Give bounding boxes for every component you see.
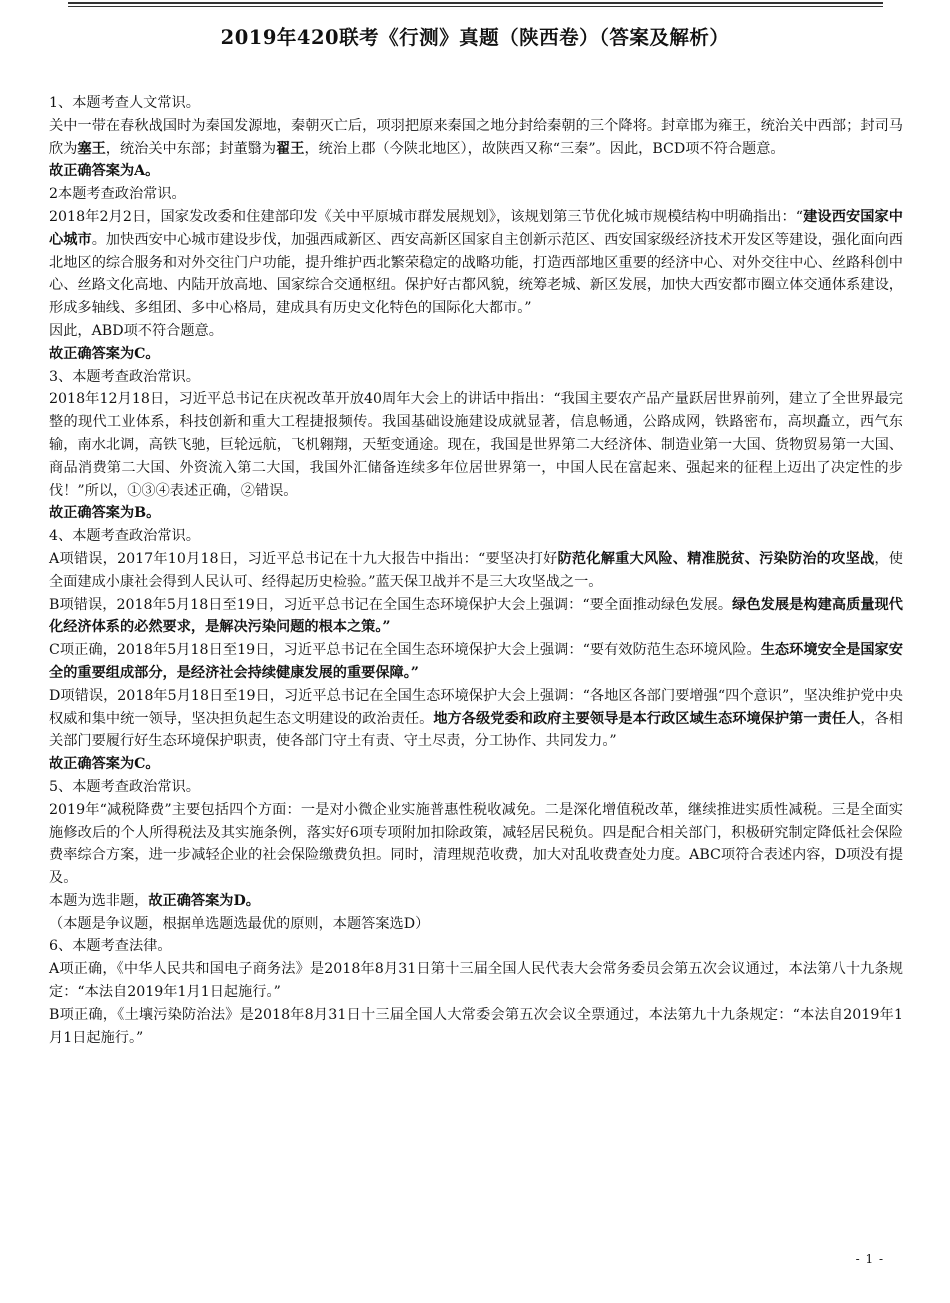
- question-4-option-c: C项正确，2018年5月18日至19日，习近平总书记在全国生态环境保护大会上强调：“要有效防范生态环境风险。生态环境安全是国家安全的重要组成部分，是经济社会持续健康发展的重要保障。”: [49, 642, 903, 681]
- question-2-answer: 故正确答案为C。: [49, 345, 160, 362]
- document-body: [49, 92, 903, 1049]
- question-4-option-d: D项错误，2018年5月18日至19日，习近平总书记在全国生态环境保护大会上强调：“各地区各部门要增强“四个意识”，坚决维护党中央权威和集中统一领导，坚决担负起生态文明建设的政治责任。地方各级党委和政府主要领导是本行政区域生态环境保护第一责任人，各相关部门要履行好生态环境保护职责，使各部门守土有责、守土尽责，分工协作、共同发力。”: [49, 687, 903, 750]
- question-5-answer: 本题为选非题，故正确答案为D。: [49, 892, 260, 909]
- question-1-explanation: 关中一带在春秋战国时为秦国发源地，秦朝灭亡后，项羽把原来秦国之地分封给秦朝的三个降将。封章邯为雍王，统治关中西部；封司马欣为塞王，统治关中东部；封董翳为翟王，统治上郡（今陕北地区），故陕西又称“三秦”。因此，BCD项不符合题意。: [49, 117, 903, 157]
- question-4-option-b: B项错误，2018年5月18日至19日，习近平总书记在全国生态环境保护大会上强调：“要全面推动绿色发展。绿色发展是构建高质量现代化经济体系的必然要求，是解决污染问题的根本之策。”: [49, 596, 903, 636]
- question-1-answer: 故正确答案为A。: [49, 163, 160, 180]
- question-6-heading: 6、本题考查法律。: [49, 938, 172, 955]
- question-2-heading: 2本题考查政治常识。: [49, 186, 186, 203]
- question-3-explanation: 2018年12月18日，习近平总书记在庆祝改革开放40周年大会上的讲话中指出：“我国主要农产品产量跃居世界前列，建立了全世界最完整的现代工业体系，科技创新和重大工程捷报频传。我国基础设施建设成就显著，信息畅通，公路成网，铁路密布，高坝矗立，西气东输，南水北调，高铁飞驰，巨轮远航，飞机翱翔，天堑变通途。现在，我国是世界第二大经济体、制造业第一大国、货物贸易第一大国、商品消费第二大国、外资流入第二大国，我国外汇储备连续多年位居世界第一，中国人民在富起来、强起来的征程上迈出了决定性的步伐！”所以，①③④表述正确，②错误。: [49, 391, 903, 499]
- question-6-option-b: B项正确，《土壤污染防治法》是2018年8月31日十三届全国人大常委会第五次会议全票通过，本法第九十九条规定：“本法自2019年1月1日起施行。”: [49, 1006, 903, 1046]
- question-5-explanation: 2019年“减税降费”主要包括四个方面：一是对小微企业实施普惠性税收减免。二是深化增值税改革，继续推进实质性减税。三是全面实施修改后的个人所得税法及其实施条例，落实好6项专项附加扣除政策，减轻居民税负。四是配合相关部门，积极研究制定降低社会保险费率综合方案，进一步减轻企业的社会保险缴费负担。同时，清理规范收费，加大对乱收费查处力度。ABC项符合表述内容，D项没有提及。: [49, 801, 903, 887]
- header-rule: [68, 2, 883, 4]
- question-1-heading: 1、本题考查人文常识。: [49, 95, 200, 111]
- question-2-conclusion: 因此，ABD项不符合题意。: [49, 322, 223, 339]
- question-6-option-a: A项正确，《中华人民共和国电子商务法》是2018年8月31日第十三届全国人民代表大会常务委员会第五次会议通过，本法第八十九条规定：“本法自2019年1月1日起施行。”: [49, 961, 903, 1001]
- header-rule-thin: [68, 6, 883, 7]
- question-5-heading: 5、本题考查政治常识。: [49, 778, 200, 795]
- question-2-explanation: 2018年2月2日，国家发改委和住建部印发《关中平原城市群发展规划》，该规划第三节优化城市规模结构中明确指出：“建设西安国家中心城市。加快西安中心城市建设步伐，加强西咸新区、西安高新区国家自主创新示范区、西安国家级经济技术开发区等建设，强化面向西北地区的综合服务和对外交往门户功能，提升维护西北繁荣稳定的战略功能，打造西部地区重要的经济中心、对外交往中心、丝路科创中心、丝路文化高地、内陆开放高地、国家综合交通枢纽。保护好古都风貌，统筹老城、新区发展，加快大西安都市圈立体交通体系建设，形成多轴线、多组团、多中心格局，建成具有历史文化特色的国际化大都市。”: [49, 208, 903, 317]
- question-4-option-a: A项错误，2017年10月18日，习近平总书记在十九大报告中指出：“要坚决打好防范化解重大风险、精准脱贫、污染防治的攻坚战，使全面建成小康社会得到人民认可、经得起历史检验。”蓝天保卫战并不是三大攻坚战之一。: [49, 550, 903, 590]
- question-5-note: （本题是争议题，根据单选题选最优的原则，本题答案选D）: [49, 915, 430, 932]
- question-3-heading: 3、本题考查政治常识。: [49, 368, 200, 385]
- page-title: 2019年420联考《行测》真题（陕西卷）（答案及解析）: [220, 26, 730, 49]
- question-4-heading: 4、本题考查政治常识。: [49, 528, 200, 545]
- question-4-answer: 故正确答案为C。: [49, 756, 160, 773]
- question-3-answer: 故正确答案为B。: [49, 505, 161, 522]
- page-number: - 1 -: [855, 1252, 884, 1266]
